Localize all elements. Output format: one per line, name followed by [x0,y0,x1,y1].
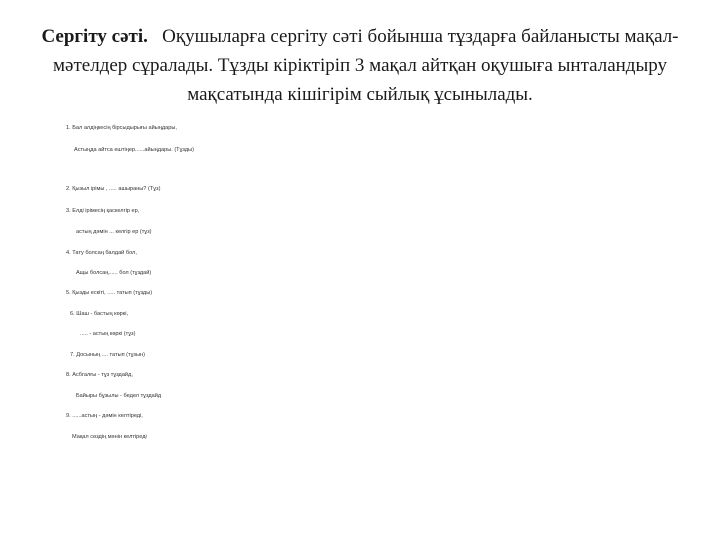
proverb-line: ..... - астың көркі (тұз) [80,331,136,337]
proverb-line: 9. ......астың - дәмін келтіреді, [66,413,143,419]
proverb-line: астың дәмін ... келгір ер (тұз) [76,229,152,235]
section-title: Сергіту сәті. [41,26,148,47]
proverb-line: 1. Бал алдіңкесің бірсыдырығы айыңдары, [66,125,177,131]
instruction-text: Оқушыларға сергіту сәті бойынша тұздарға байланысты мақал-мәтелдер сұралады. Тұзды кіріктіріп 3 мақал айтқан оқушыға ынталандыру мақсатында кішігірім сыйлық ұсынылады. [53,26,679,105]
proverb-line: Астыңда айтса ештіңер......айыңдары. (Тұзды) [74,147,194,153]
proverb-line: 3. Елді ірімесің қаскелгір ер, [66,208,140,214]
proverb-line: Ащы болсаң...... бол (тұздай) [76,270,152,276]
proverb-line: 4. Тату болсаң балдай бол, [66,250,137,256]
proverb-line: 6. Шаш - бастың көркі, [70,311,129,317]
proverb-line: 5. Қызды ескіті, ..... татып (тұзды) [66,290,153,296]
proverb-line: 2. Қызыл ірімы , ..... ашыраны? (Тұз) [66,186,161,192]
proverb-line: 8. Асбгалғы - тұз тұздайд, [66,372,133,378]
proverb-line: 7. Досының .... татып (тұзын) [70,352,145,358]
proverb-line: Мақал сөздің мәнін келтіреді [72,434,147,440]
proverb-line: Байыры бұзылы - бедел тұздайд [76,393,162,399]
